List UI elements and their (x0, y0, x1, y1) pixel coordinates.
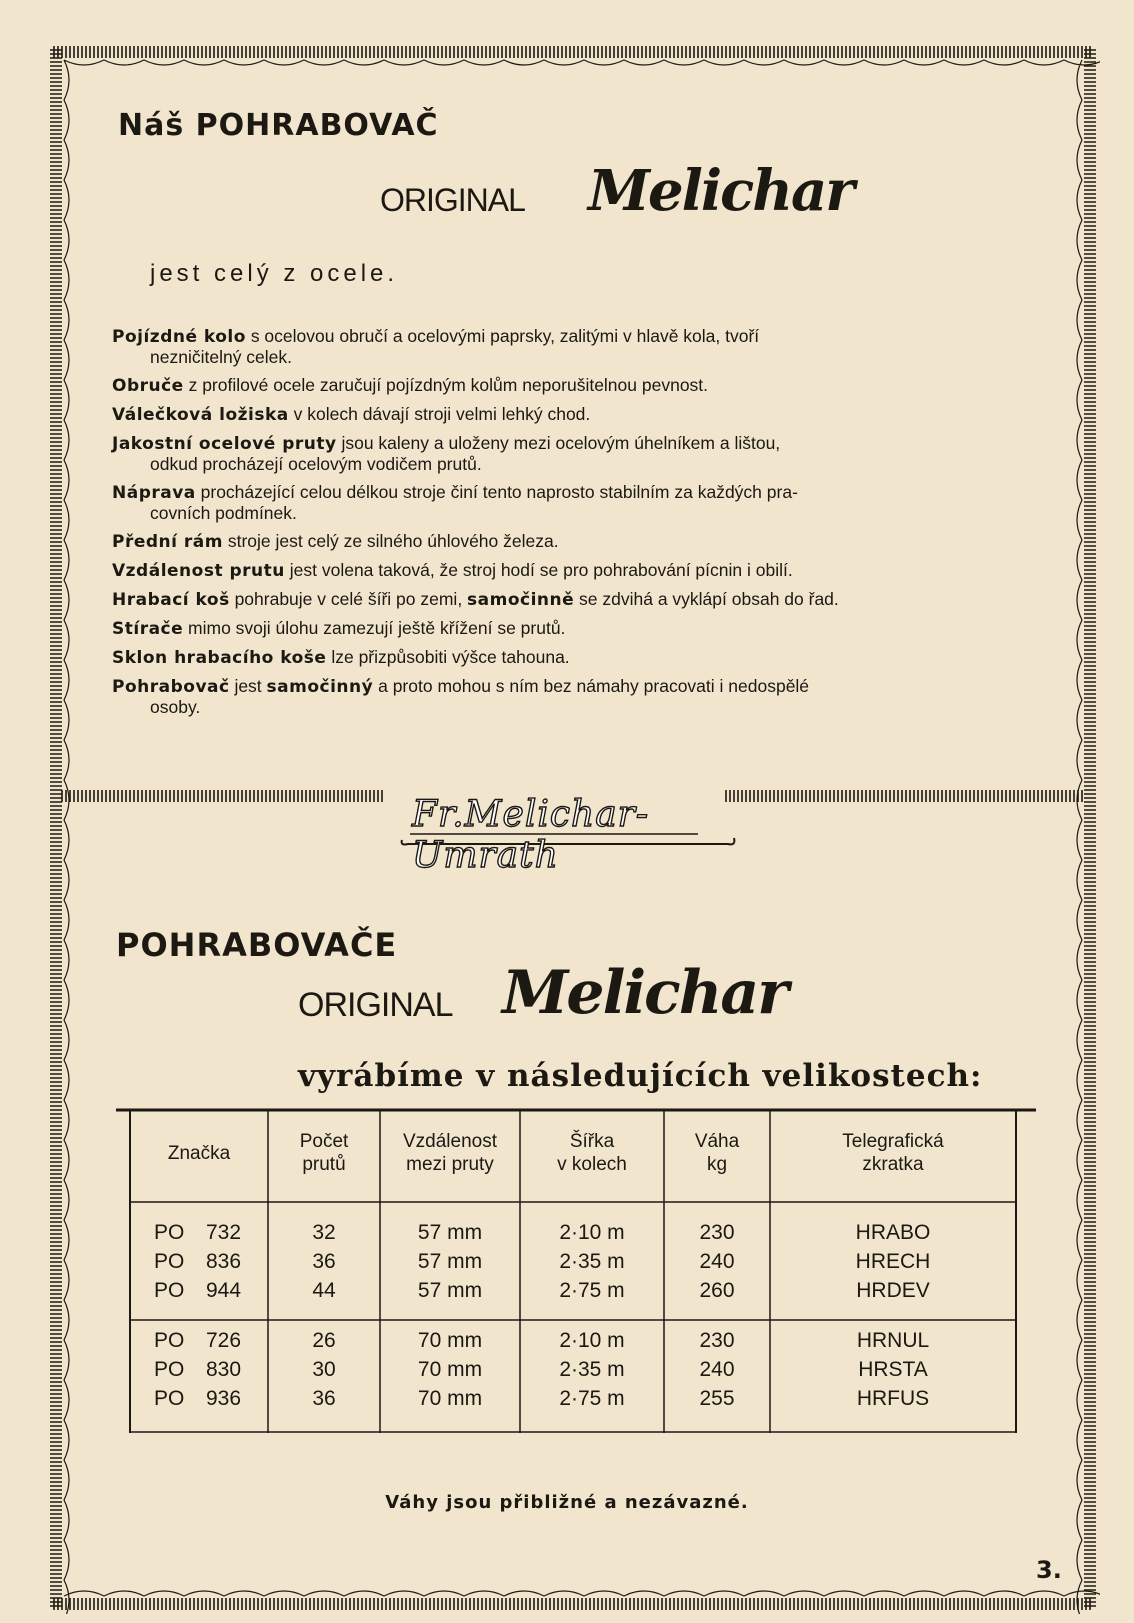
table-cell: 726 (206, 1329, 242, 1352)
table-cell: 57 mm (417, 1250, 483, 1273)
table-cell: HRNUL (856, 1329, 930, 1352)
table-column-pruty (268, 1218, 380, 1305)
feature-text: jsou kaleny a uloženy mezi ocelovým úhelníkem a lištou, (336, 433, 781, 453)
feature-item (112, 647, 1037, 668)
header-sirka: Šířka v kolech (557, 1131, 627, 1175)
feature-text: lze přizpůsobiti výšce tahouna. (326, 647, 570, 667)
feature-continuation: nezničitelný celek. (150, 347, 293, 367)
header-vaha: Váha kg (694, 1131, 740, 1175)
feature-term: Válečková ložiska (112, 405, 289, 425)
table-column-zkratka (770, 1326, 1016, 1413)
feature-text: procházející celou délkou stroje činí tento naprosto stabilním za každých pra- (195, 482, 798, 502)
feature-item (112, 433, 1037, 474)
signature-logo (398, 786, 738, 876)
table-cell: 2·10 m (559, 1221, 625, 1244)
table-cell: 732 (206, 1221, 242, 1244)
table-cell: HRFUS (856, 1387, 930, 1410)
feature-item (112, 375, 1037, 396)
feature-term: Jakostní ocelové pruty (112, 434, 337, 454)
table-cell: PO (154, 1279, 185, 1302)
table-cell: 57 mm (417, 1279, 483, 1302)
table-cell: PO (154, 1387, 185, 1410)
feature-text: a proto mohou s ním bez námahy pracovati i nedospělé (373, 676, 810, 696)
feature-continuation: osoby. (150, 697, 201, 717)
table-column-sirka (520, 1326, 664, 1413)
feature-item (112, 326, 1037, 367)
brand-logo: Melichar (588, 158, 853, 224)
sizes-heading: vyrábíme v následujících velikostech: (298, 1058, 983, 1094)
section1-title: Náš POHRABOVAČ (118, 108, 439, 143)
table-cell: 255 (699, 1387, 735, 1410)
feature-text: pohrabuje v celé šíři po zemi, (229, 589, 468, 609)
brand-logo-2: Melichar (502, 958, 787, 1028)
page-number: 3. (1036, 1556, 1062, 1584)
weight-note: Váhy jsou přibližné a nezávazné. (385, 1492, 749, 1513)
feature-term: Obruče (112, 376, 184, 396)
table-cell: HRECH (855, 1250, 931, 1273)
table-column-num (206, 1326, 256, 1413)
table-cell: 2·35 m (559, 1358, 625, 1381)
table-cell: PO (154, 1221, 185, 1244)
table-cell: 2·75 m (559, 1279, 625, 1302)
feature-item (112, 560, 1037, 581)
feature-continuation: odkud procházejí ocelovým vodičem prutů. (150, 454, 482, 474)
feature-list (112, 326, 1037, 725)
table-cell: HRABO (855, 1221, 931, 1244)
table-column-sirka (520, 1218, 664, 1305)
table-cell: 260 (699, 1279, 735, 1302)
feature-item (112, 404, 1037, 425)
section2-title: POHRABOVAČE (116, 926, 398, 964)
table-column-pruty (268, 1326, 380, 1413)
table-cell: HRDEV (856, 1279, 930, 1302)
feature-term: Hrabací koš (112, 590, 230, 610)
header-zkratka: Telegrafická zkratka (842, 1131, 944, 1175)
feature-text: z profilové ocele zaručují pojízdným kolům neporušitelnou pevnost. (183, 375, 709, 395)
table-cell: PO (154, 1358, 185, 1381)
table-cell: 240 (699, 1358, 735, 1381)
original-label-2: ORIGINAL (298, 986, 453, 1024)
table-cell: 230 (699, 1221, 735, 1244)
table-cell: 26 (312, 1329, 336, 1352)
feature-text: v kolech dávají stroji velmi lehký chod. (288, 404, 591, 424)
table-cell: 30 (312, 1358, 336, 1381)
feature-text: stroje jest celý ze silného úhlového železa. (222, 531, 559, 551)
feature-term: Přední rám (112, 532, 223, 552)
table-cell: 2·35 m (559, 1250, 625, 1273)
table-cell: 70 mm (417, 1329, 483, 1352)
table-cell: 240 (699, 1250, 735, 1273)
feature-term: samočinně (467, 590, 575, 610)
feature-item (112, 531, 1037, 552)
feature-term: Sklon hrabacího koše (112, 648, 327, 668)
feature-item (112, 482, 1037, 523)
table-cell: 70 mm (417, 1387, 483, 1410)
table-cell: 230 (699, 1329, 735, 1352)
table-cell: 936 (206, 1387, 242, 1410)
table-cell: 2·75 m (559, 1387, 625, 1410)
feature-text: jest (229, 676, 267, 696)
table-cell: PO (154, 1329, 185, 1352)
table-column-vaha (664, 1218, 770, 1305)
feature-term: Náprava (112, 483, 196, 503)
table-cell: 70 mm (417, 1358, 483, 1381)
table-column-num (206, 1218, 256, 1305)
feature-item (112, 676, 1037, 717)
table-cell: PO (154, 1250, 185, 1273)
table-cell: HRSTA (858, 1358, 928, 1381)
feature-item (112, 618, 1037, 639)
table-cell: 44 (312, 1279, 336, 1302)
feature-term: samočinný (266, 677, 374, 697)
table-cell: 36 (312, 1387, 336, 1410)
tagline: jest celý z ocele. (150, 260, 399, 287)
table-cell: 36 (312, 1250, 336, 1273)
table-column-vaha (664, 1326, 770, 1413)
table-cell: 944 (206, 1279, 242, 1302)
table-column-prefix (154, 1218, 194, 1305)
header-znacka: Značka (167, 1143, 231, 1164)
table-cell: 2·10 m (559, 1329, 625, 1352)
feature-term: Pojízdné kolo (112, 327, 246, 347)
feature-term: Stírače (112, 619, 184, 639)
table-column-vzdalenost (380, 1326, 520, 1413)
feature-text: se zdvihá a vyklápí obsah do řad. (574, 589, 839, 609)
feature-item (112, 589, 1037, 610)
feature-text: jest volena taková, že stroj hodí se pro pohrabování pícnin i obilí. (284, 560, 793, 580)
feature-text: s ocelovou obručí a ocelovými paprsky, zalitými v hlavě kola, tvoří (245, 326, 760, 346)
feature-text: mimo svoji úlohu zamezují ještě křížení se prutů. (183, 618, 566, 638)
sizes-table (116, 1108, 1036, 1433)
feature-term: Vzdálenost prutu (112, 561, 285, 581)
table-cell: 32 (312, 1221, 336, 1244)
table-cell: 830 (206, 1358, 242, 1381)
table-column-prefix (154, 1326, 194, 1413)
table-cell: 836 (206, 1250, 242, 1273)
header-vzdalenost: Vzdálenost mezi pruty (402, 1131, 497, 1175)
table-column-vzdalenost (380, 1218, 520, 1305)
feature-continuation: covních podmínek. (150, 503, 297, 523)
feature-term: Pohrabovač (112, 677, 230, 697)
table-column-zkratka (770, 1218, 1016, 1305)
original-label: ORIGINAL (380, 182, 525, 218)
signature-text: Fr.Melichar-Umrath (412, 794, 650, 876)
table-cell: 57 mm (417, 1221, 483, 1244)
header-pocet: Počet prutů (299, 1131, 349, 1175)
